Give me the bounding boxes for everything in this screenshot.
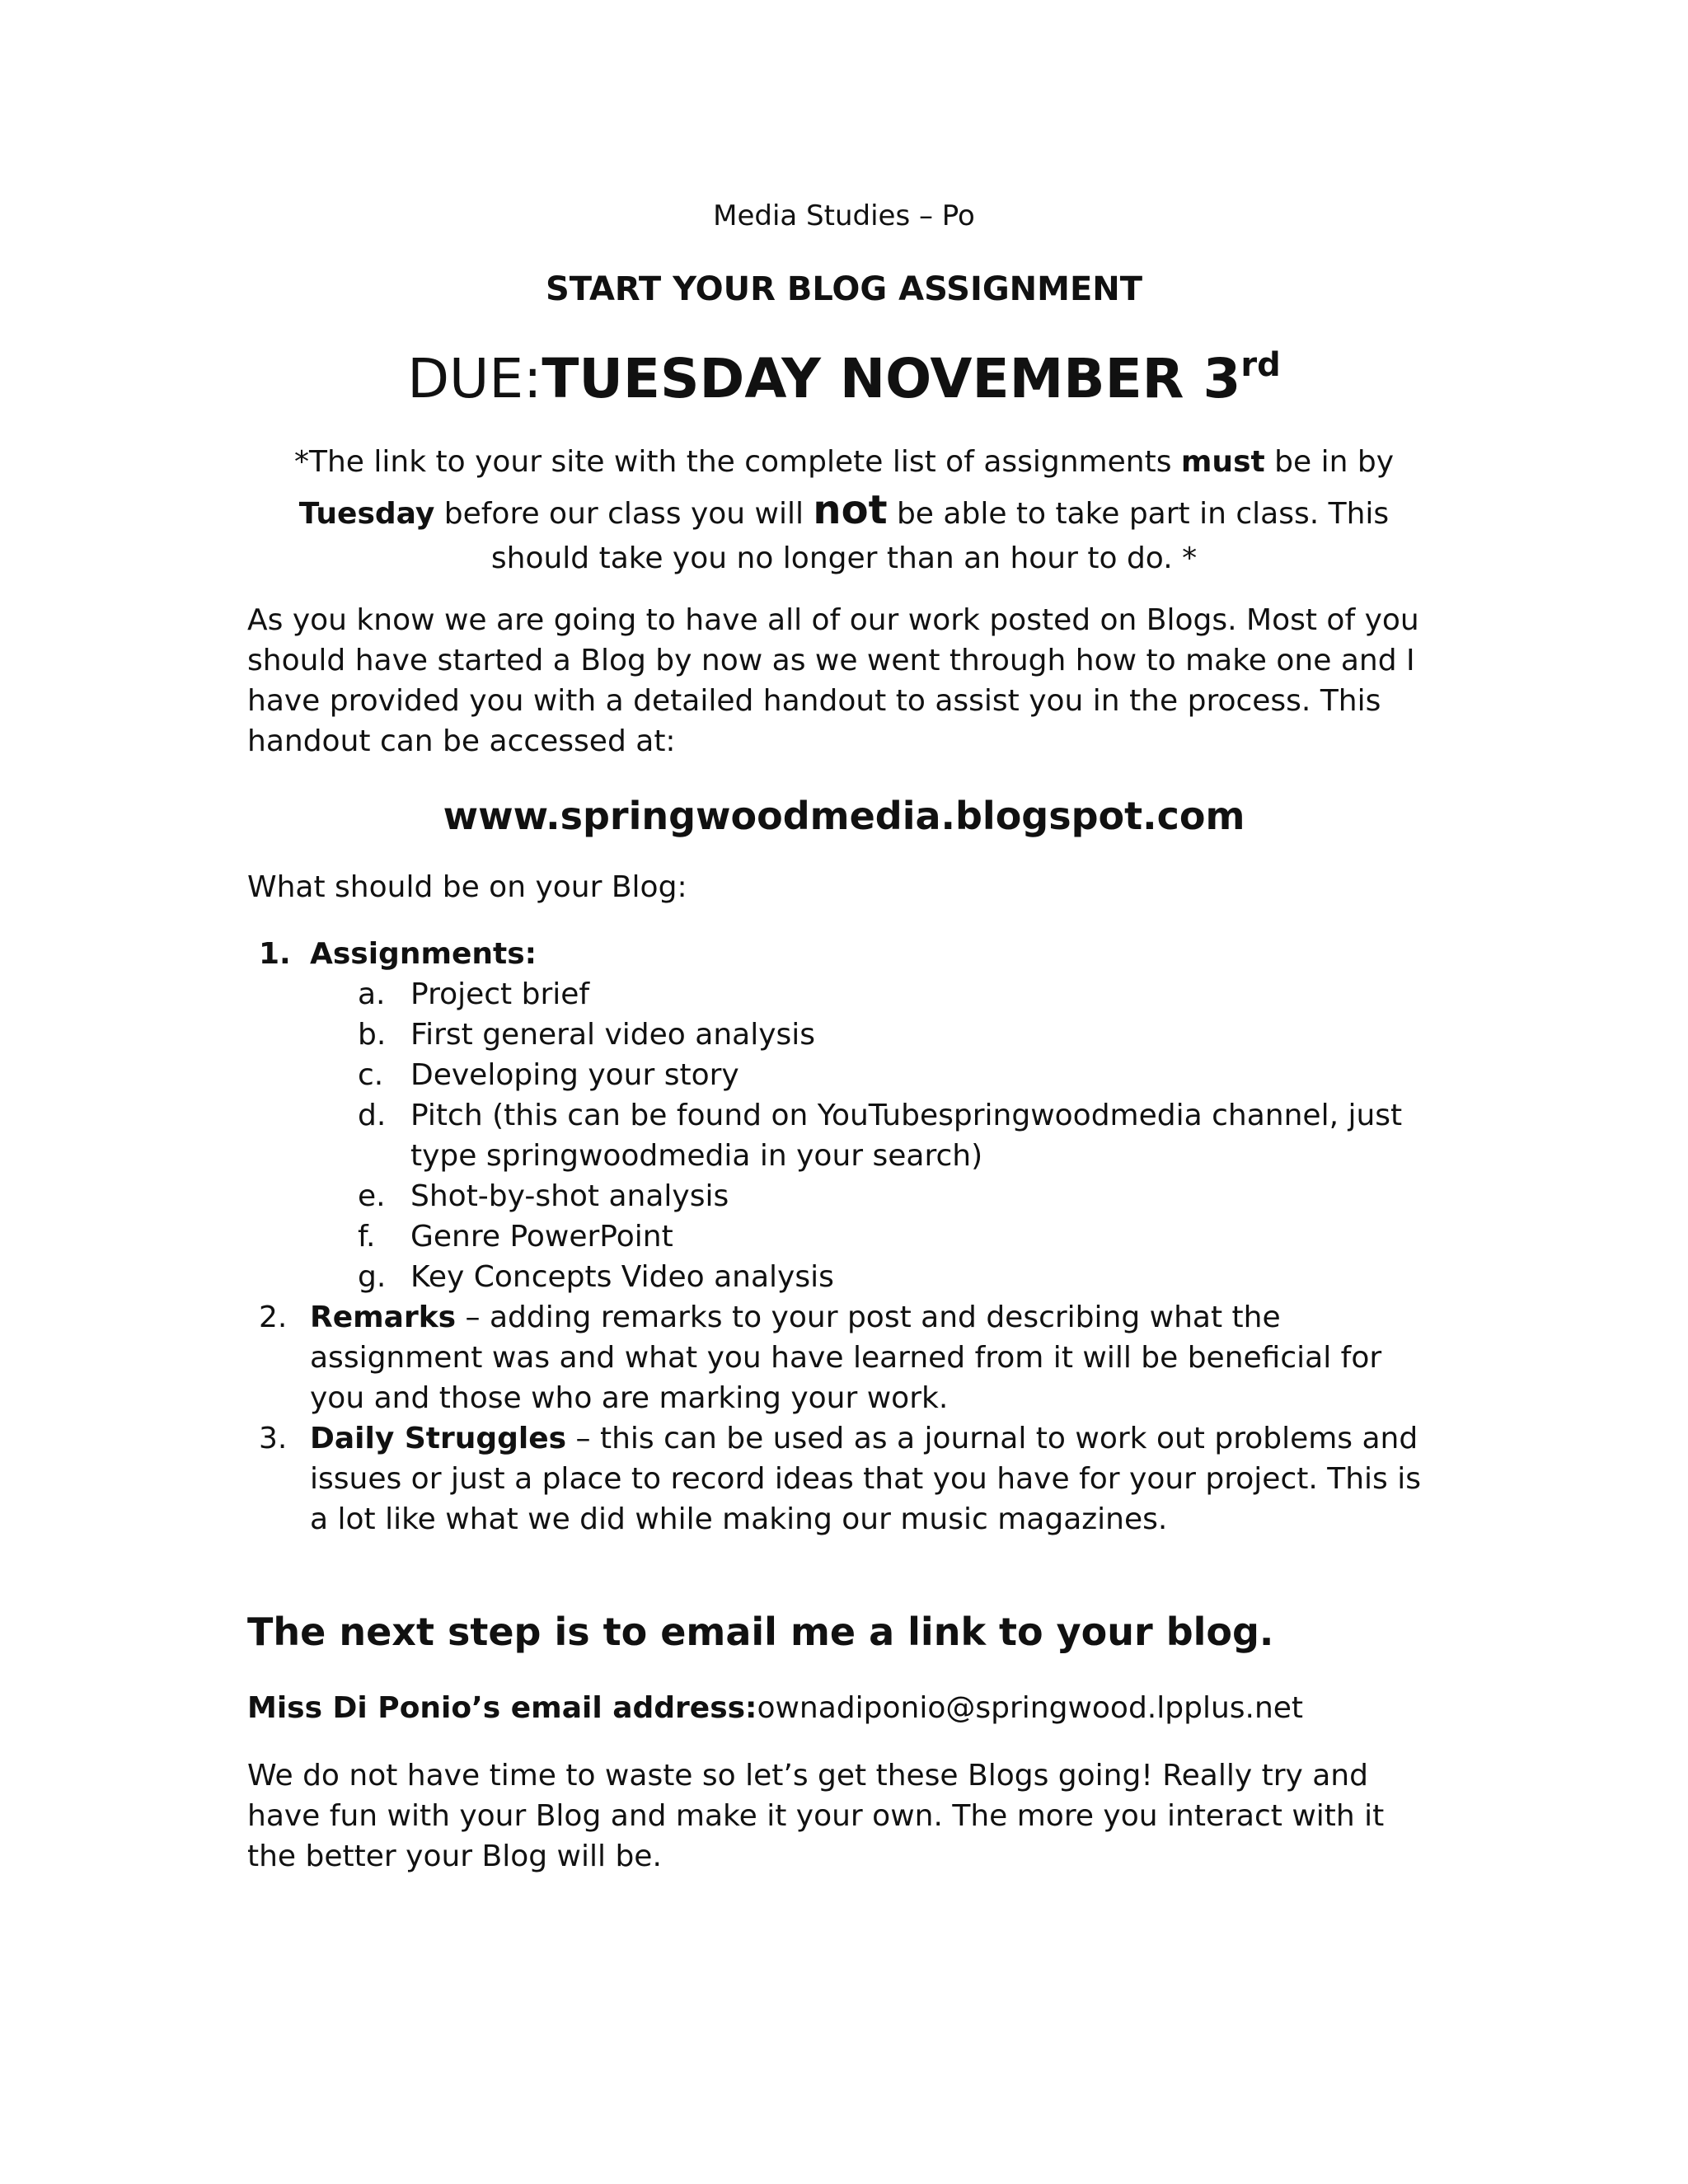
list-item-label: Assignments: [310,937,537,971]
sub-item-letter: g. [358,1260,387,1294]
sub-item [247,974,1434,1015]
sub-item-text: Pitch (this can be found on YouTubespringwoodmedia channel, just type springwoodmedia in your search) [410,1099,1403,1173]
list-item-text: – adding remarks to your post and describing what the assignment was and what you have learned from it will be beneficial for you and those who are marking your work. [310,1301,1382,1415]
closing-paragraph: We do not have time to waste so let’s get these Blogs going! Really try and have fun with your Blog and make it your own. The more you interact with it the better your Blog will be. [247,1759,1385,1873]
blog-url: www.springwoodmedia.blogspot.com [443,794,1245,838]
list-item-text: – this can be used as a journal to work out problems and issues or just a place to record ideas that you have for your project. This is a lot like what we did while making our music magazines. [310,1422,1422,1536]
email-line [247,1688,1434,1728]
course-name: Media Studies – Po [713,199,975,232]
next-step-heading: The next step is to email me a link to your blog. [247,1610,1274,1654]
sub-item [247,1015,1434,1055]
notice-text-5: should take you no longer than an hour to do. * [490,541,1198,575]
intro-paragraph: As you know we are going to have all of our work posted on Blogs. Most of you should have started a Blog by now as we went through how to make one and I have provided you with a detailed handout to assist you in the process. This handout can be accessed at: [247,603,1419,758]
list-number: 3. [259,1422,288,1455]
notice-text-2: be in by [1264,445,1395,479]
sub-item-text: Developing your story [410,1058,739,1092]
assignment-title: START YOUR BLOG ASSIGNMENT [545,270,1143,308]
list-number: 2. [259,1301,288,1334]
due-date: TUESDAY NOVEMBER 3 [542,347,1241,410]
list-item-remarks [247,1297,1434,1418]
blog-contents-list [247,934,1434,1540]
sub-item-letter: a. [358,977,386,1011]
email-label: Miss Di Ponio’s email address: [247,1691,757,1725]
list-lead: What should be on your Blog: [247,870,687,904]
list-item-assignments [247,934,1434,974]
due-prefix: DUE: [407,347,542,410]
sub-item-text: Key Concepts Video analysis [410,1260,834,1294]
sub-item-letter: f. [358,1220,376,1254]
notice-not: not [813,487,888,533]
due-date-suffix: rd [1240,346,1281,384]
deadline-notice [214,438,1474,579]
sub-item-letter: d. [358,1099,387,1132]
notice-text-3: before our class you will [434,497,814,531]
sub-item [247,1257,1434,1297]
sub-item [247,1216,1434,1257]
sub-item-text: Project brief [410,977,590,1011]
sub-item-letter: e. [358,1179,386,1213]
list-item-daily-struggles [247,1418,1434,1540]
sub-item [247,1095,1434,1176]
list-item-label: Daily Struggles [310,1422,567,1455]
notice-must: must [1180,445,1265,479]
email-address: ownadiponio@springwood.lpplus.net [757,1691,1304,1725]
notice-tuesday: Tuesday [298,497,435,531]
sub-item-letter: b. [358,1018,387,1052]
sub-item-text: Shot-by-shot analysis [410,1179,729,1213]
sub-item-letter: c. [358,1058,384,1092]
list-number: 1. [259,937,291,971]
notice-text-4: be able to take part in class. This [887,497,1390,531]
sub-item [247,1055,1434,1095]
sub-item-text: First general video analysis [410,1018,816,1052]
sub-item [247,1176,1434,1216]
sub-item-text: Genre PowerPoint [410,1220,673,1254]
list-item-label: Remarks [310,1301,457,1334]
due-date-heading [0,342,1688,416]
notice-text-1: *The link to your site with the complete list of assignments [293,445,1181,479]
